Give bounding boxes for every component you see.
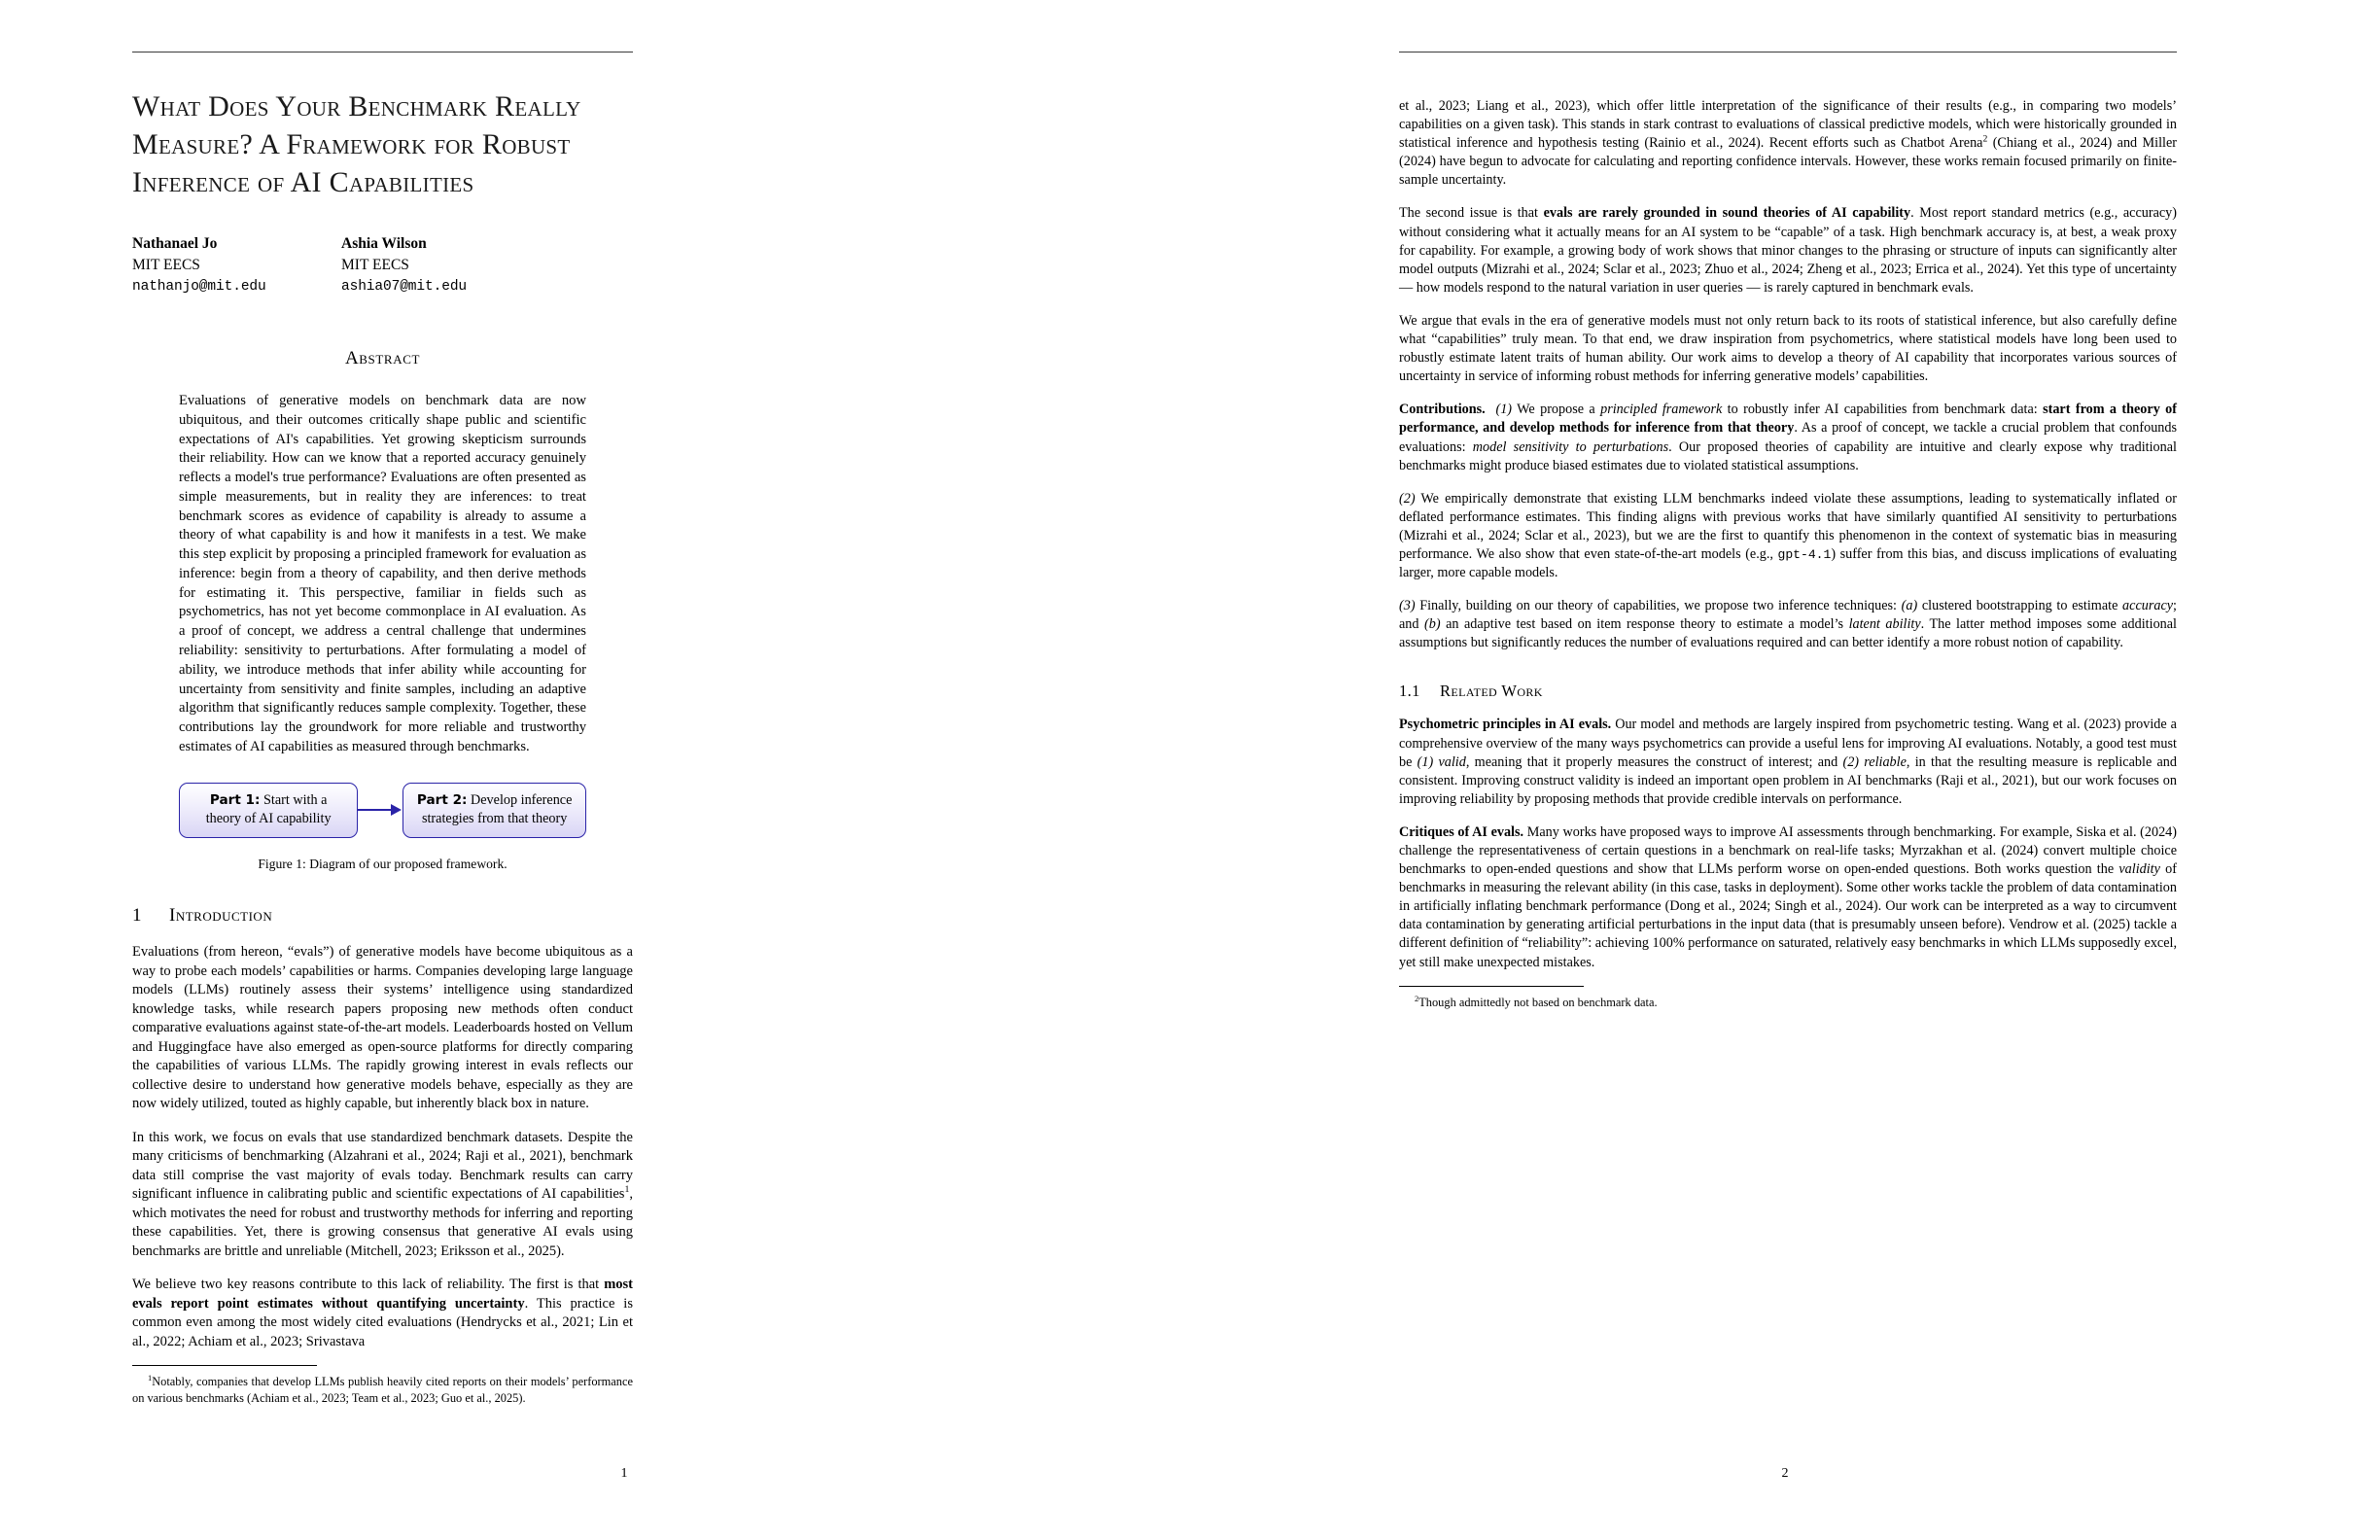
author-email[interactable]: ashia07@mit.edu: [341, 279, 468, 295]
paragraph: [1399, 97, 2177, 190]
flow-box-2-text: Develop inference strategies from that theory: [421, 791, 573, 826]
footnote-separator: [132, 1365, 317, 1366]
section-number: 1: [132, 905, 142, 927]
paragraph-part: We believe two key reasons contribute to this lack of reliability. The first is that: [132, 1277, 605, 1293]
footnote-text: Notably, companies that develop LLMs publish heavily cited reports on their models’ performance on various benchmarks (Achiam et al., 2023; Team et al., 2023; Guo et al., 2025).: [132, 1375, 633, 1405]
page-right: [1190, 0, 2380, 1540]
paragraph: We argue that evals in the era of generative models must not only return back to its roots of statistical inference, but also carefully define what “capabilities” truly mean. To that end, we draw inspiration from psychometrics, where statistical models have long been used to robustly estimate latent traits of human ability. Our work aims to develop a theory of AI capability that incorporates various sources of uncertainty in service of informing robust methods for inferring generative models’ capabilities.: [1399, 312, 2177, 385]
subsection-number: 1.1: [1399, 682, 1420, 701]
subsection-heading-related-work: [1399, 682, 2177, 701]
paragraph-contribution-2: [1399, 490, 2177, 582]
footnote-2: [1399, 995, 2177, 1011]
author-name: Ashia Wilson: [341, 235, 427, 252]
paragraph-part: . Most report standard metrics (e.g., accuracy) without considering what it actually means for an AI system to be “capable” of a task. High benchmark accuracy is, at best, a weak proxy for capability. For example, a growing body of work shows that minor changes to the phrasing or structure of inputs can significantly alter model outputs (Mizrahi et al., 2024; Sclar et al., 2023; Zhuo et al., 2024; Zheng et al., 2023; Errica et al., 2024). Yet this type of uncertainty — how models respond to the natural variation in user queries — is rarely captured in benchmark evals.: [1399, 205, 2178, 296]
flow-box-1-text: Start with a theory of AI capability: [205, 791, 332, 826]
paragraph-italic: (b): [1424, 616, 1441, 633]
paragraph-part: We propose a: [1512, 402, 1601, 418]
author-email[interactable]: nathanjo@mit.edu: [132, 279, 266, 295]
paragraph-bold: start from a theory of performance, and develop methods for inference from that theory: [1399, 402, 2177, 437]
paragraph-part: We empirically demonstrate that existing LLM benchmarks indeed violate these assumptions, leading to systematically inflated or deflated performance estimates. This finding aligns with previous works that have similarly quantified AI sensitivity to perturbations (Mizrahi et al., 2024; Sclar et al., 2023), but we are the first to quantify this phenomenon in the context of systematic bias in measuring performance. We also show that even state-of-the-art models (e.g.,: [1399, 490, 2177, 562]
arrow-right-icon: [358, 801, 402, 819]
page-number: 2: [1781, 1466, 1789, 1481]
flow-box-1-label: Part 1:: [209, 791, 261, 808]
paragraph-italic: (1) valid: [1417, 753, 1466, 770]
paragraph-part: The second issue is that: [1399, 205, 1544, 222]
author-affiliation: MIT EECS: [132, 257, 200, 273]
paragraph-part: (Chiang et al., 2024) and Miller (2024) have begun to advocate for calculating and reporting confidence intervals. However, these works remain focused primarily on finite-sample uncertainty.: [1399, 135, 2177, 189]
footnote-number: 2: [1415, 993, 1419, 1003]
paragraph-part: , in that the resulting measure is replicable and consistent. Improving construct validity is indeed an important open problem in AI benchmarks (Raji et al., 2021), but our work focuses on improving reliability by proposing methods that provide credible intervals on performance.: [1399, 753, 2177, 807]
paragraph-bold: evals are rarely grounded in sound theories of AI capability: [1543, 205, 1911, 222]
paragraph-italic: accuracy: [2122, 598, 2174, 614]
flow-box-part-2: [402, 783, 586, 839]
paragraph-part: clustered bootstrapping to estimate: [1917, 598, 2123, 614]
paragraph-italic: latent ability: [1848, 616, 1921, 633]
author-affiliation: MIT EECS: [341, 257, 409, 273]
paragraph-bold: most evals report point estimates without quantifying uncertainty: [132, 1277, 633, 1312]
page-number: 1: [620, 1466, 628, 1481]
footnote-text: Though admittedly not based on benchmark data.: [1418, 995, 1658, 1009]
paragraph: [1399, 204, 2177, 297]
paragraph-contribution-3: [1399, 597, 2177, 652]
paragraph-part: an adaptive test based on item response theory to estimate a model’s: [1440, 616, 1849, 633]
footnote-ref-2[interactable]: 2: [1982, 133, 1988, 145]
footnote-number: 1: [148, 1373, 153, 1383]
paragraph-italic: (2) reliable: [1842, 753, 1907, 770]
section-heading-introduction: [132, 905, 633, 927]
contribution-number: (3): [1399, 598, 1416, 614]
paragraph-part: Our model and methods are largely inspired from psychometric testing. Wang et al. (2023) provide a comprehensive overview of the many ways psychometrics can provide a useful lens for improving AI evaluations. Notably, a good test must be: [1399, 717, 2177, 770]
author-block-2: [341, 233, 594, 298]
right-page-column: [1399, 97, 2177, 1010]
contribution-number: (2): [1399, 490, 1416, 507]
paragraph-part: . As a proof of concept, we tackle a crucial problem that confounds evaluations:: [1399, 420, 2178, 455]
paragraph-lead-in-label: Psychometric principles in AI evals.: [1399, 717, 1612, 733]
left-page-column: [132, 88, 633, 1407]
flow-box-2-label: Part 2:: [416, 791, 468, 808]
subsection-title: Related Work: [1440, 682, 1543, 701]
model-name: gpt-4.1: [1777, 546, 1832, 562]
paragraph-italic: principled framework: [1600, 402, 1723, 418]
figure-1: [179, 783, 586, 873]
paragraph-part: Finally, building on our theory of capabilities, we propose two inference techniques:: [1415, 598, 1902, 614]
paragraph-italic: (a): [1901, 598, 1918, 614]
paragraph: Evaluations (from hereon, “evals”) of generative models have become ubiquitous as a way to probe each models’ capabilities or harms. Companies developing large language models (LLMs) routinely assess their systems’ intelligence using standardized knowledge tasks, while research papers proposing new methods often conduct comparative evaluations against state-of-the-art models. Leaderboards hosted on Vellum and Huggingface have also emerged as open-source platforms for directly comparing the capabilities of various LLMs. The rapidly growing interest in evals reflects our collective desire to understand how generative models behave, especially as they are now widely utilized, touted as highly capable, but inherently black box in nature.: [132, 944, 633, 1112]
paragraph-part: Many works have proposed ways to improve AI assessments through benchmarking. For example, Siska et al. (2024) challenge the representativeness of certain questions in a benchmark on real-life tasks; Myrzakhan et al. (2024) convert multiple choice benchmarks to open-ended questions and show that LLMs perform worse on open-ended questions. Both works question the: [1399, 823, 2178, 878]
paragraph-part: ) suffer from this bias, and discuss implications of evaluating larger, more capable models.: [1399, 545, 2177, 581]
paragraph-part: . This practice is common even among the most widely cited evaluations (Hendrycks et al., 2021; Lin et al., 2022; Achiam et al., 2023; Srivastava: [132, 1295, 633, 1349]
author-name: Nathanael Jo: [132, 235, 218, 252]
footnote-separator: [1399, 986, 1584, 987]
footnote-1: [132, 1374, 633, 1406]
paragraph-part: . The latter method imposes some additional assumptions but significantly reduces the number of evaluations required and can better identify a more robust notion of capability.: [1399, 616, 2177, 651]
paragraph-part: of benchmarks in measuring the relevant ability (in this case, tasks in deployment). Some other works tackle the problem of data contamination in artificially inflating benchmark performance (Dong et al., 2024; Singh et al., 2024). Our work can be interpreted as a way to circumvent data contamination by generating artificial perturbations in the input data (that is presumably unseen before). Vendrow et al. (2025) tackle a different definition of “reliability”: achieving 100% performance on saturated, relatively easy benchmarks in which LLMs supposedly excel, yet still make unexpected mistakes.: [1399, 861, 2177, 970]
abstract-body: Evaluations of generative models on benchmark data are now ubiquitous, and their outcomes critically shape public and scientific expectations of AI's capabilities. Yet growing skepticism surrounds their reliability. How can we know that a reported accuracy genuinely reflects a model's true performance? Evaluations are often presented as simple measurements, but in reality they are inferences: to treat benchmark scores as evidence of capability is already to assume a theory of what capability is and how it manifests in a test. We make this step explicit by proposing a principled framework for evaluation as inference: begin from a theory of capability, and then derive methods for estimating it. This perspective, familiar in fields such as psychometrics, has not yet become commonplace in AI evaluation. As a proof of concept, we address a central challenge that undermines reliability: sensitivity to perturbations. After formulating a model of ability, we introduce methods that infer ability while accounting for uncertainty from sensitivity and finite samples, including an adaptive algorithm that significantly reduces sample complexity. Together, these contributions lay the groundwork for more reliable and trustworthy estimates of AI capabilities as measured through benchmarks.: [179, 393, 586, 754]
abstract-heading: Abstract: [344, 348, 421, 369]
paragraph-part: , meaning that it properly measures the construct of interest; and: [1465, 753, 1843, 770]
paragraph: [132, 1276, 633, 1351]
paragraph-part: In this work, we focus on evals that use standardized benchmark datasets. Despite the many criticisms of benchmarking (Alzahrani et al., 2024; Raji et al., 2021), benchmark data still comprise the vast majority of evals today. Benchmark results can carry significant influence in calibrating public and scientific expectations of AI capabilities: [132, 1129, 633, 1203]
paragraph-contributions: [1399, 401, 2177, 474]
author-list: [132, 233, 633, 298]
paragraph-part: , which motivates the need for robust and trustworthy methods for inferring and reporting these capabilities. Yet, there is growing consensus that generative AI evals using benchmarks are brittle and unreliable (Mitchell, 2023; Eriksson et al., 2025).: [132, 1186, 633, 1259]
section-title: Introduction: [169, 905, 273, 927]
author-block-1: [132, 233, 341, 298]
paragraph-part: . Our proposed theories of capability are intuitive and clearly expose why traditional benchmarks might produce biased estimates due to violated statistical assumptions.: [1399, 438, 2177, 473]
figure-flow-row: [179, 783, 586, 839]
contributions-label: Contributions.: [1399, 402, 1486, 418]
paragraph-part: to robustly infer AI capabilities from benchmark data:: [1722, 402, 2044, 418]
paragraph-italic: model sensitivity to perturbations: [1472, 438, 1669, 455]
page-title: What Does Your Benchmark Really Measure? A Framework for Robust Inference of AI Capabilities: [132, 90, 581, 198]
paragraph-psychometrics: [1399, 716, 2177, 808]
paragraph-part: ; and: [1399, 598, 2177, 633]
paragraph: [132, 1129, 633, 1262]
flow-box-part-1: [179, 783, 358, 839]
paragraph-part: et al., 2023; Liang et al., 2023), which offer little interpretation of the significance of their results (e.g., in comparing two models’ capabilities on a given task). This stands in stark contrast to evaluations of classical predictive models, which were historically grounded in statistical inference and hypothesis testing (Rainio et al., 2024). Recent efforts such as Chatbot Arena: [1399, 98, 2177, 152]
contribution-number: (1): [1495, 402, 1513, 418]
paragraph-italic: validity: [2118, 861, 2160, 878]
figure-caption: Figure 1: Diagram of our proposed framework.: [258, 857, 508, 872]
paragraph-critiques: [1399, 823, 2177, 972]
paragraph-lead-in-label: Critiques of AI evals.: [1399, 823, 1524, 840]
footnote-ref-1[interactable]: 1: [624, 1184, 630, 1196]
